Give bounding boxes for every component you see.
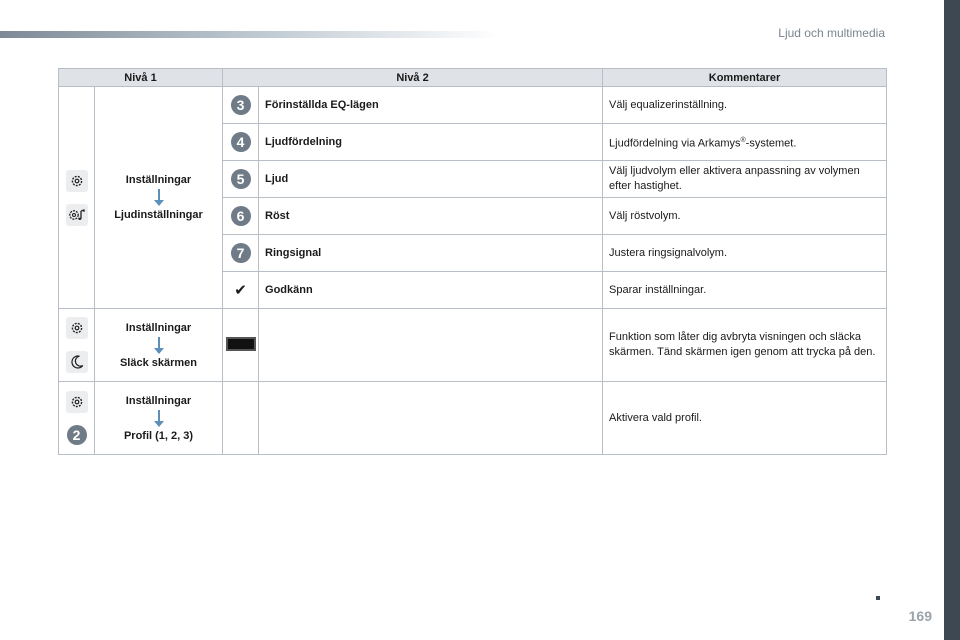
checkmark-icon: ✔ xyxy=(234,282,247,299)
settings-gear-icon xyxy=(66,391,88,413)
registered-mark: ® xyxy=(740,136,746,144)
table-row xyxy=(59,87,887,124)
level2-sound-distribution: Ljudfördelning xyxy=(259,124,603,161)
level2-eq-presets: Förinställda EQ-lägen xyxy=(259,87,603,124)
number-badge-3: 3 xyxy=(231,95,251,115)
flow-arrow xyxy=(158,337,160,349)
level1-sound-settings-label: Ljudinställningar xyxy=(114,209,203,221)
section-title: Ljud och multimedia xyxy=(778,26,885,40)
table-row xyxy=(59,382,887,455)
level2-sound: Ljud xyxy=(259,161,603,198)
number-badge-4: 4 xyxy=(231,132,251,152)
marker-cell xyxy=(223,272,259,309)
level2-screen-off xyxy=(259,309,603,382)
header-stripe xyxy=(0,31,500,38)
comment-eq-presets: Välj equalizerinställning. xyxy=(603,87,887,124)
comment-ringtone: Justera ringsignalvolym. xyxy=(603,235,887,272)
page-number: 169 xyxy=(908,608,932,624)
number-badge-7: 7 xyxy=(231,243,251,263)
edge-band xyxy=(944,0,960,640)
group2-level1 xyxy=(95,309,223,382)
comment-screen-off: Funktion som låter dig avbryta visningen och släcka skärmen. Tänd skärmen igen genom att trycka på den. xyxy=(603,309,887,382)
col-header-level1: Nivå 1 xyxy=(59,69,223,87)
marker-cell xyxy=(223,198,259,235)
level1-screen-off-label: Släck skärmen xyxy=(119,356,198,369)
moon-icon xyxy=(66,351,88,373)
table-header-row xyxy=(59,69,887,87)
page-dot-marker xyxy=(876,596,880,600)
table-row xyxy=(59,309,887,382)
marker-cell xyxy=(223,309,259,382)
comment-sound: Välj ljudvolym eller aktivera anpassning av volymen efter hastighet. xyxy=(603,161,887,198)
level2-voice: Röst xyxy=(259,198,603,235)
col-header-comments: Kommentarer xyxy=(603,69,887,87)
marker-cell xyxy=(223,382,259,455)
col-header-level2: Nivå 2 xyxy=(223,69,603,87)
comment-sound-distribution xyxy=(603,124,887,161)
settings-table xyxy=(58,68,887,455)
comment-profile: Aktivera vald profil. xyxy=(603,382,887,455)
number-badge-5: 5 xyxy=(231,169,251,189)
level2-profile xyxy=(259,382,603,455)
number-badge-6: 6 xyxy=(231,206,251,226)
comment-voice: Välj röstvolym. xyxy=(603,198,887,235)
marker-cell xyxy=(223,87,259,124)
marker-cell xyxy=(223,235,259,272)
level1-settings-label: Inställningar xyxy=(125,321,192,334)
group3-level1 xyxy=(95,382,223,455)
group1-icons xyxy=(59,87,95,309)
number-badge-2: 2 xyxy=(67,425,87,445)
comment-confirm: Sparar inställningar. xyxy=(603,272,887,309)
group3-icons xyxy=(59,382,95,455)
flow-arrow xyxy=(158,189,160,201)
group1-level1 xyxy=(95,87,223,309)
settings-gear-icon xyxy=(66,170,88,192)
flow-arrow xyxy=(158,410,160,422)
level1-profile-label: Profil (1, 2, 3) xyxy=(123,429,194,442)
level2-ringtone: Ringsignal xyxy=(259,235,603,272)
marker-cell xyxy=(223,161,259,198)
sound-settings-icon xyxy=(66,204,88,226)
marker-cell xyxy=(223,124,259,161)
settings-gear-icon xyxy=(66,317,88,339)
level1-settings-label: Inställningar xyxy=(125,394,192,407)
group2-icons xyxy=(59,309,95,382)
dark-screen-icon xyxy=(226,337,256,351)
comment-text-post: -systemet. xyxy=(745,137,797,150)
level1-settings-label: Inställningar xyxy=(125,174,192,186)
comment-text-pre: Ljudfördelning via Arkamys xyxy=(609,137,741,150)
level2-confirm: Godkänn xyxy=(259,272,603,309)
